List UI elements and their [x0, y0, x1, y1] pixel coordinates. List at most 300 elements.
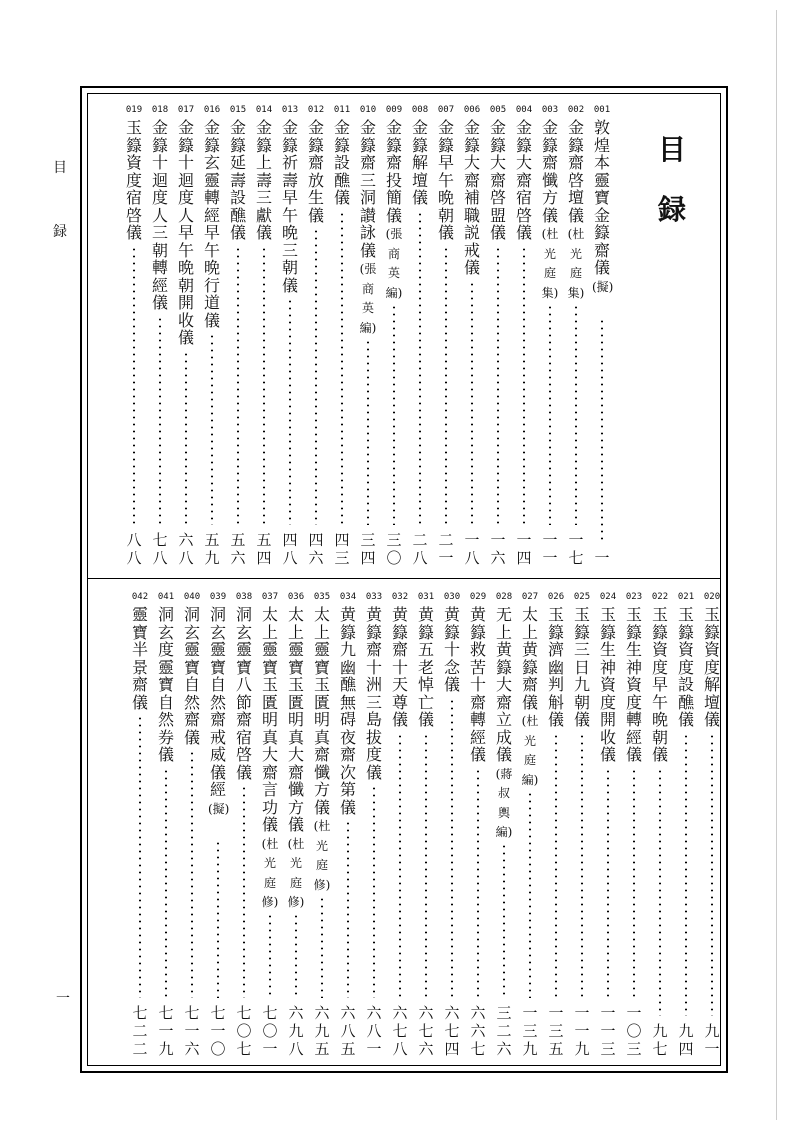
entry-number: 035 — [313, 592, 331, 602]
entry-number: 011 — [333, 105, 351, 115]
entry-title — [208, 606, 228, 818]
page-digit: 二 — [412, 531, 428, 549]
leader-dots — [684, 733, 688, 1017]
entry-title-text: 太上靈寶玉匱明真大齋言功儀 — [261, 605, 278, 834]
entry-title-text: 金籙齋放生儀 — [307, 118, 324, 225]
toc-entry[interactable] — [462, 105, 482, 567]
page-digit: 六 — [366, 1004, 382, 1022]
toc-entry[interactable] — [260, 592, 280, 1058]
toc-entry[interactable] — [364, 592, 384, 1058]
page-digit: 八 — [392, 1040, 408, 1058]
page-digit: 七 — [470, 1040, 486, 1058]
leader-dots — [190, 750, 194, 998]
toc-entry[interactable] — [156, 592, 176, 1058]
page-digit: 八 — [412, 549, 428, 567]
page-digit: 四 — [256, 549, 272, 567]
entry-number: 017 — [177, 105, 195, 115]
leader-dots — [606, 768, 610, 999]
entry-page — [306, 531, 326, 567]
toc-entry[interactable] — [592, 105, 612, 567]
entry-title-text: 洞玄靈寶自然齋戒威儀經 — [209, 605, 226, 799]
page-digit: 八 — [288, 1040, 304, 1058]
entry-title — [312, 606, 332, 894]
entry-title — [228, 119, 248, 242]
entry-note: (杜光庭修) — [313, 819, 331, 892]
leader-dots — [340, 211, 344, 526]
entry-title — [306, 119, 326, 224]
entry-title — [592, 119, 612, 296]
entry-title-text: 黄籙齋十天尊儀 — [391, 605, 408, 729]
entry-page — [520, 1004, 540, 1058]
toc-entry[interactable] — [488, 105, 508, 567]
entry-number: 018 — [151, 105, 169, 115]
toc-entry[interactable] — [676, 592, 696, 1058]
page-digit: 三 — [360, 531, 376, 549]
entry-number: 036 — [287, 592, 305, 602]
page-digit: 七 — [652, 1040, 668, 1058]
page-digit: 一 — [568, 531, 584, 549]
entry-number: 037 — [261, 592, 279, 602]
leader-dots — [242, 785, 246, 998]
entry-title-text: 金籙十迴度人三朝轉經儀 — [151, 118, 168, 312]
entry-title-text: 金籙齋投簡儀 — [385, 118, 402, 225]
entry-title — [124, 119, 144, 242]
heading-char: 録 — [657, 193, 686, 226]
entry-title-text: 玉籙資度解壇儀 — [703, 605, 720, 729]
page-digit: 六 — [470, 1004, 486, 1022]
toc-entry[interactable] — [546, 592, 566, 1058]
entry-title — [488, 119, 508, 242]
toc-entry[interactable] — [150, 105, 170, 567]
entry-number: 031 — [417, 592, 435, 602]
entry-page — [462, 531, 482, 567]
page-digit: 八 — [464, 549, 480, 567]
leader-dots — [632, 768, 636, 999]
page-digit: 一 — [704, 1040, 720, 1058]
toc-entry[interactable] — [390, 592, 410, 1058]
page-digit: 四 — [308, 531, 324, 549]
entry-title — [358, 119, 378, 337]
entry-note: (擬) — [592, 279, 614, 294]
entry-title — [286, 606, 306, 912]
page-digit: 六 — [178, 531, 194, 549]
entry-page — [442, 1004, 462, 1058]
entry-number: 008 — [411, 105, 429, 115]
entry-page — [364, 1004, 384, 1058]
page-digit: 七 — [392, 1022, 408, 1040]
entry-page — [650, 1022, 670, 1058]
entry-title-text: 金籙大齋補職説戒儀 — [463, 118, 480, 277]
entry-page — [416, 1004, 436, 1058]
entry-title — [390, 606, 410, 729]
entry-title — [254, 119, 274, 242]
entry-note: (張商英編) — [385, 227, 403, 300]
entry-title — [598, 606, 618, 764]
entry-page — [280, 531, 300, 567]
page-digit: 六 — [470, 1022, 486, 1040]
toc-entry[interactable] — [514, 105, 534, 567]
entry-number: 042 — [131, 592, 149, 602]
entry-number: 030 — [443, 592, 461, 602]
entry-title — [442, 606, 462, 694]
toc-entry[interactable] — [566, 105, 586, 567]
page-digit: 六 — [392, 1004, 408, 1022]
page-digit: 〇 — [386, 549, 402, 567]
entry-title — [624, 606, 644, 764]
entry-number: 006 — [463, 105, 481, 115]
entry-title-text: 无上黄籙大齋立成儀 — [495, 605, 512, 764]
page-digit: 二 — [132, 1022, 148, 1040]
page-digit: 八 — [340, 1022, 356, 1040]
leader-dots — [502, 843, 506, 998]
entry-note: (蔣叔輿編) — [495, 766, 513, 839]
entry-title — [546, 606, 566, 729]
entry-note: (杜光庭修) — [287, 836, 305, 909]
entry-number: 024 — [599, 592, 617, 602]
entry-number: 012 — [307, 105, 325, 115]
page-digit: 五 — [314, 1040, 330, 1058]
entry-title-text: 金籙早午晩朝儀 — [437, 118, 454, 242]
entry-title-text: 金籙延壽設醮儀 — [229, 118, 246, 242]
entry-title-text: 黄籙五老悼亡儀 — [417, 605, 434, 729]
toc-entry[interactable] — [176, 105, 196, 567]
entry-note: (擬) — [208, 801, 230, 816]
margin-title-char: 目 — [53, 160, 67, 176]
toc-entry[interactable] — [338, 592, 358, 1058]
entry-title-text: 太上黄籙齋儀 — [521, 605, 538, 712]
page-edge-line — [776, 10, 777, 1120]
page-digit: 一 — [184, 1022, 200, 1040]
entry-title-text: 敦煌本靈寶金籙齋儀 — [593, 118, 610, 277]
toc-entry[interactable] — [332, 105, 352, 567]
entry-title — [176, 119, 196, 347]
entry-title-text: 金籙齋懺方儀 — [541, 118, 558, 225]
page-digit: 〇 — [626, 1022, 642, 1040]
entry-title-text: 金籙齋啓壇儀 — [567, 118, 584, 225]
toc-entry[interactable] — [416, 592, 436, 1058]
entry-page — [702, 1022, 722, 1058]
toc-entry[interactable] — [202, 105, 222, 567]
page-digit: 一 — [600, 1022, 616, 1040]
entry-page — [130, 1004, 150, 1058]
toc-entry[interactable] — [410, 105, 430, 567]
entry-title-text: 金籙齋三洞讃詠儀 — [359, 118, 376, 260]
page-digit: 一 — [366, 1040, 382, 1058]
entry-page — [488, 531, 508, 567]
entry-number: 019 — [125, 105, 143, 115]
page-digit: 八 — [152, 549, 168, 567]
heading-char: 目 — [657, 133, 686, 166]
toc-entry[interactable] — [306, 105, 326, 567]
page-digit: 一 — [210, 1022, 226, 1040]
page-digit: 七 — [418, 1022, 434, 1040]
page-digit: 八 — [178, 549, 194, 567]
page-digit: 九 — [288, 1022, 304, 1040]
entry-page — [572, 1004, 592, 1058]
page-heading — [652, 120, 692, 240]
page-digit: 七 — [184, 1004, 200, 1022]
page-digit: 八 — [126, 531, 142, 549]
page-digit: 九 — [704, 1022, 720, 1040]
entry-title — [520, 606, 540, 789]
leader-dots — [158, 316, 162, 526]
page-number: 一 — [56, 991, 70, 1007]
leader-dots — [658, 768, 662, 1017]
entry-number: 039 — [209, 592, 227, 602]
entry-title-text: 黄籙十念儀 — [443, 605, 460, 694]
toc-entry[interactable] — [702, 592, 722, 1058]
entry-number: 003 — [541, 105, 559, 115]
entry-note: (杜光庭修) — [261, 836, 279, 909]
entry-number: 007 — [437, 105, 455, 115]
toc-entry[interactable] — [208, 592, 228, 1058]
entry-title — [468, 606, 488, 764]
entry-note: (張商英編) — [359, 262, 377, 335]
entry-title — [462, 119, 482, 277]
page-digit: 五 — [548, 1040, 564, 1058]
page-digit: 九 — [652, 1022, 668, 1040]
page-digit: 六 — [444, 1004, 460, 1022]
entry-page — [494, 1004, 514, 1058]
entry-title-text: 玉籙三日九朝儀 — [573, 605, 590, 729]
page-digit: 六 — [184, 1040, 200, 1058]
toc-entry[interactable] — [358, 105, 378, 567]
leader-dots — [424, 733, 428, 999]
entry-title — [260, 606, 280, 912]
toc-entry[interactable] — [572, 592, 592, 1058]
leader-dots — [346, 820, 350, 998]
page-digit: 三 — [496, 1004, 512, 1022]
leader-dots — [398, 733, 402, 999]
entry-page — [208, 1004, 228, 1058]
leader-dots — [710, 733, 714, 1017]
entry-page — [566, 531, 586, 567]
entry-number: 038 — [235, 592, 253, 602]
page-digit: 〇 — [210, 1040, 226, 1058]
toc-entry[interactable] — [442, 592, 462, 1058]
toc-entry[interactable] — [286, 592, 306, 1058]
toc-entry[interactable] — [124, 105, 144, 567]
page-digit: 八 — [126, 549, 142, 567]
entry-number: 005 — [489, 105, 507, 115]
page-digit: 一 — [438, 549, 454, 567]
leader-dots — [236, 246, 240, 526]
leader-dots — [418, 211, 422, 526]
leader-dots — [372, 785, 376, 998]
entry-title-text: 黄籙齋十洲三島拔度儀 — [365, 605, 382, 782]
page-digit: 七 — [132, 1004, 148, 1022]
toc-entry[interactable] — [436, 105, 456, 567]
page-digit: 一 — [594, 549, 610, 567]
toc-entry[interactable] — [130, 592, 150, 1058]
entry-title-text: 洞玄靈寶自然齋儀 — [183, 605, 200, 747]
page-digit: 六 — [308, 549, 324, 567]
toc-entry[interactable] — [468, 592, 488, 1058]
page-digit: 七 — [236, 1004, 252, 1022]
entry-page — [338, 1004, 358, 1058]
entry-page — [514, 531, 534, 567]
entry-note: (杜光庭編) — [521, 714, 539, 787]
entry-title-text: 玉籙資度設醮儀 — [677, 605, 694, 729]
page-digit: 三 — [626, 1040, 642, 1058]
leader-dots — [314, 228, 318, 525]
entry-number: 034 — [339, 592, 357, 602]
toc-entry[interactable] — [624, 592, 644, 1058]
entry-title — [436, 119, 456, 242]
entry-title — [410, 119, 430, 207]
entry-title-text: 金籙大齋宿啓儀 — [515, 118, 532, 242]
margin-title-char: 録 — [53, 224, 67, 240]
leader-dots — [294, 913, 298, 998]
page-digit: 四 — [516, 549, 532, 567]
leader-dots — [210, 333, 214, 525]
entry-page — [228, 531, 248, 567]
page-digit: 八 — [366, 1022, 382, 1040]
leader-dots — [288, 298, 292, 525]
page-digit: 一 — [542, 549, 558, 567]
page-digit: 二 — [132, 1040, 148, 1058]
entry-page — [598, 1004, 618, 1058]
entry-number: 016 — [203, 105, 221, 115]
entry-page — [410, 531, 430, 567]
leader-dots — [522, 246, 526, 526]
toc-entry[interactable] — [598, 592, 618, 1058]
entry-number: 025 — [573, 592, 591, 602]
section-divider — [87, 578, 721, 579]
entry-title — [416, 606, 436, 729]
entry-title — [702, 606, 722, 729]
leader-dots — [392, 304, 396, 525]
page-digit: 六 — [418, 1040, 434, 1058]
entry-title — [156, 606, 176, 764]
entry-number: 014 — [255, 105, 273, 115]
entry-title-text: 洞玄靈寶八節齋宿啓儀 — [235, 605, 252, 782]
entry-title — [182, 606, 202, 746]
page-digit: 七 — [152, 531, 168, 549]
entry-title-text: 太上靈寶玉匱明真大齋懺方儀 — [287, 605, 304, 834]
page-digit: 五 — [230, 531, 246, 549]
toc-entry[interactable] — [384, 105, 404, 567]
entry-page — [624, 1004, 644, 1058]
page-digit: 八 — [282, 549, 298, 567]
entry-note: (杜光庭集) — [541, 227, 559, 300]
entry-page — [150, 531, 170, 567]
entry-page — [384, 531, 404, 567]
entry-title — [494, 606, 514, 842]
entry-title — [540, 119, 560, 302]
leader-dots — [496, 246, 500, 526]
entry-title — [364, 606, 384, 781]
entry-number: 004 — [515, 105, 533, 115]
entry-number: 020 — [703, 592, 721, 602]
leader-dots — [268, 913, 272, 998]
toc-entry[interactable] — [228, 105, 248, 567]
entry-title-text: 金籙十迴度人早午晩朝開收儀 — [177, 118, 194, 347]
page-digit: 六 — [288, 1004, 304, 1022]
entry-page — [332, 531, 352, 567]
entry-page — [592, 549, 612, 567]
leader-dots — [528, 791, 532, 998]
page-digit: 五 — [204, 531, 220, 549]
entry-note: (杜光庭集) — [567, 227, 585, 300]
entry-page — [124, 531, 144, 567]
entry-page — [436, 531, 456, 567]
page-digit: 二 — [438, 531, 454, 549]
page-digit: 一 — [158, 1022, 174, 1040]
entry-number: 023 — [625, 592, 643, 602]
entry-page — [358, 531, 378, 567]
leader-dots — [138, 715, 142, 998]
entry-title-text: 玉籙資度宿啓儀 — [125, 118, 142, 242]
entry-page — [312, 1004, 332, 1058]
entry-title-text: 金籙大齋啓盟儀 — [489, 118, 506, 242]
toc-entry[interactable] — [182, 592, 202, 1058]
entry-number: 001 — [593, 105, 611, 115]
toc-entry[interactable] — [254, 105, 274, 567]
entry-title-text: 太上靈寶玉匱明真齋懺方儀 — [313, 605, 330, 817]
entry-number: 029 — [469, 592, 487, 602]
leader-dots — [184, 351, 188, 526]
toc-entry[interactable] — [540, 105, 560, 567]
leader-dots — [444, 246, 448, 526]
page-digit: 六 — [340, 1004, 356, 1022]
leader-dots — [450, 698, 454, 999]
entry-number: 022 — [651, 592, 669, 602]
entry-title-text: 金籙解壇儀 — [411, 118, 428, 207]
entry-number: 013 — [281, 105, 299, 115]
leader-dots — [574, 304, 578, 525]
entry-title-text: 金籙上壽三獻儀 — [255, 118, 272, 242]
toc-entry[interactable] — [494, 592, 514, 1058]
page-digit: 一 — [574, 1004, 590, 1022]
page-digit: 三 — [334, 549, 350, 567]
entry-title-text: 玉籙濟幽判斛儀 — [547, 605, 564, 729]
toc-entry[interactable] — [650, 592, 670, 1058]
page-digit: 〇 — [236, 1022, 252, 1040]
toc-entry[interactable] — [520, 592, 540, 1058]
leader-dots — [548, 304, 552, 525]
page-digit: 三 — [600, 1040, 616, 1058]
entry-title — [676, 606, 696, 729]
toc-entry[interactable] — [312, 592, 332, 1058]
page-digit: 四 — [678, 1040, 694, 1058]
page-digit: 一 — [490, 531, 506, 549]
entry-title — [150, 119, 170, 312]
toc-entry[interactable] — [280, 105, 300, 567]
page-digit: 五 — [340, 1040, 356, 1058]
entry-title — [572, 606, 592, 729]
page-digit: 六 — [490, 549, 506, 567]
page-digit: 三 — [522, 1022, 538, 1040]
page-digit: 四 — [334, 531, 350, 549]
entry-page — [176, 531, 196, 567]
entry-title — [384, 119, 404, 302]
entry-title-text: 靈寶半景齋儀 — [131, 605, 148, 712]
page-digit: 三 — [386, 531, 402, 549]
entry-title — [338, 606, 358, 816]
page-digit: 一 — [574, 1022, 590, 1040]
entry-page — [254, 531, 274, 567]
leader-dots — [476, 768, 480, 999]
entry-title-text: 金籙設醮儀 — [333, 118, 350, 207]
page-digit: 七 — [262, 1004, 278, 1022]
page-digit: 一 — [542, 531, 558, 549]
leader-dots — [580, 733, 584, 999]
toc-entry[interactable] — [234, 592, 254, 1058]
entry-number: 002 — [567, 105, 585, 115]
entry-title — [234, 606, 254, 781]
page-digit: 九 — [678, 1022, 694, 1040]
